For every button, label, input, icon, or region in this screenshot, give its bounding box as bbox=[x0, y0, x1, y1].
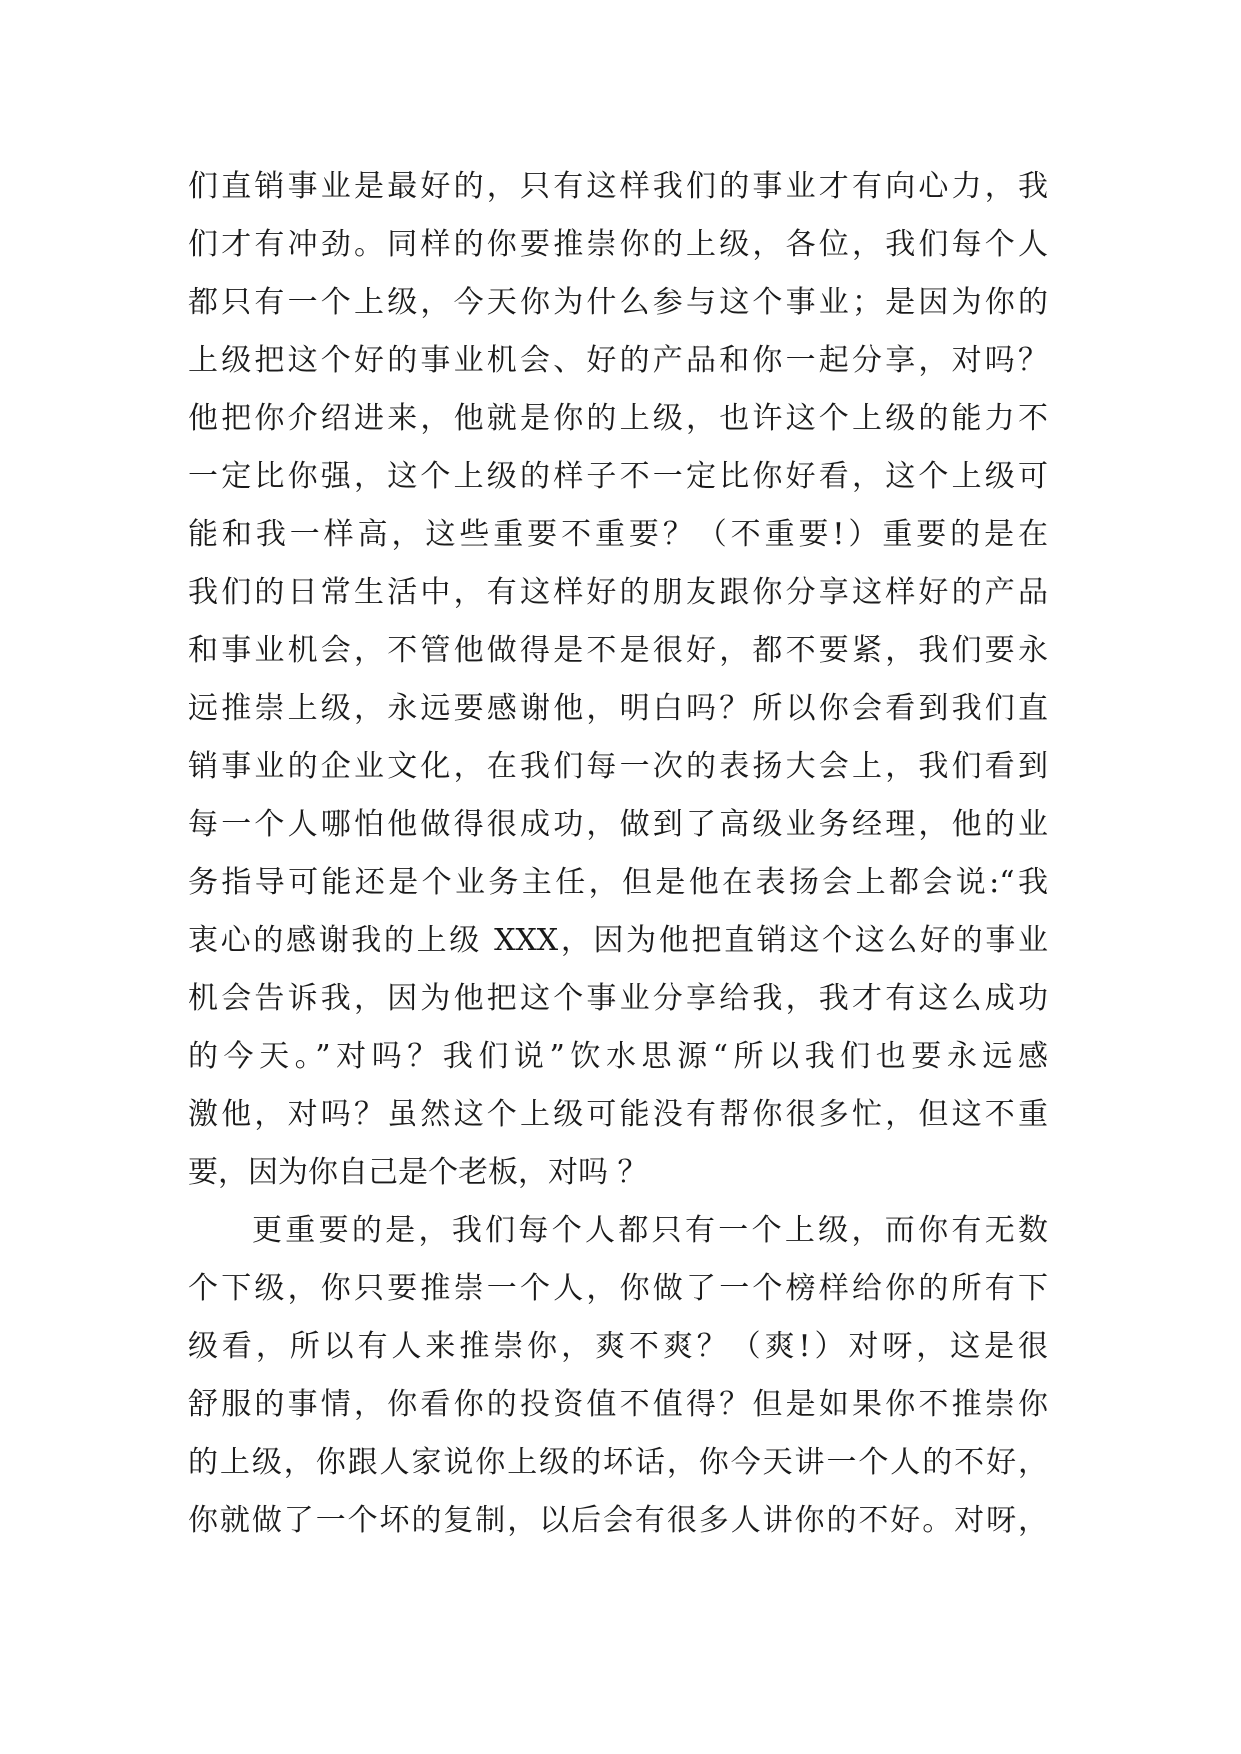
text-line: 要，因为你自己是个老板，对吗 ？ bbox=[188, 1155, 648, 1190]
text-line: 务指导可能还是个业务主任，但是他在表扬会上都会说:“我 bbox=[188, 865, 1048, 900]
text-line: 舒服的事情，你看你的投资值不值得？但是如果你不推崇你 bbox=[188, 1387, 1048, 1422]
text-line: 远推崇上级，永远要感谢他，明白吗？所以你会看到我们直 bbox=[188, 691, 1048, 726]
text-line: 的上级，你跟人家说你上级的坏话，你今天讲一个人的不好， bbox=[188, 1445, 1048, 1480]
paragraph-2 bbox=[188, 1202, 1048, 1550]
text-line: 我们的日常生活中，有这样好的朋友跟你分享这样好的产品 bbox=[188, 575, 1048, 610]
text-line: 他把你介绍进来，他就是你的上级，也许这个上级的能力不 bbox=[188, 401, 1048, 436]
text-line: 上级把这个好的事业机会、好的产品和你一起分享，对吗？ bbox=[188, 343, 1048, 378]
text-line: 们才有冲劲。同样的你要推崇你的上级，各位，我们每个人 bbox=[188, 227, 1048, 262]
text-line: 机会告诉我，因为他把这个事业分享给我，我才有这么成功 bbox=[188, 981, 1048, 1016]
text-line: 级看，所以有人来推崇你，爽不爽？（爽!）对呀，这是很 bbox=[188, 1329, 1048, 1364]
text-line: 一定比你强，这个上级的样子不一定比你好看，这个上级可 bbox=[188, 459, 1048, 494]
text-line: 更重要的是，我们每个人都只有一个上级，而你有无数 bbox=[252, 1213, 1048, 1248]
text-line: 和事业机会，不管他做得是不是很好，都不要紧，我们要永 bbox=[188, 633, 1048, 668]
body-text bbox=[188, 158, 1048, 1550]
text-line: 你就做了一个坏的复制，以后会有很多人讲你的不好。对呀， bbox=[188, 1503, 1048, 1538]
text-line: 销事业的企业文化，在我们每一次的表扬大会上，我们看到 bbox=[188, 749, 1048, 784]
text-line: 都只有一个上级，今天你为什么参与这个事业；是因为你的 bbox=[188, 285, 1048, 320]
text-line: 衷心的感谢我的上级 XXX，因为他把直销这个这么好的事业 bbox=[188, 923, 1048, 958]
paragraph-1 bbox=[188, 158, 1048, 1202]
text-line: 的今天。”对吗？我们说”饮水思源“所以我们也要永远感 bbox=[188, 1039, 1048, 1074]
text-line: 激他，对吗？虽然这个上级可能没有帮你很多忙，但这不重 bbox=[188, 1097, 1048, 1132]
text-line: 们直销事业是最好的，只有这样我们的事业才有向心力，我 bbox=[188, 169, 1048, 204]
text-line: 个下级，你只要推崇一个人，你做了一个榜样给你的所有下 bbox=[188, 1271, 1048, 1306]
text-line: 能和我一样高，这些重要不重要？（不重要!）重要的是在 bbox=[188, 517, 1048, 552]
text-line: 每一个人哪怕他做得很成功，做到了高级业务经理，他的业 bbox=[188, 807, 1048, 842]
